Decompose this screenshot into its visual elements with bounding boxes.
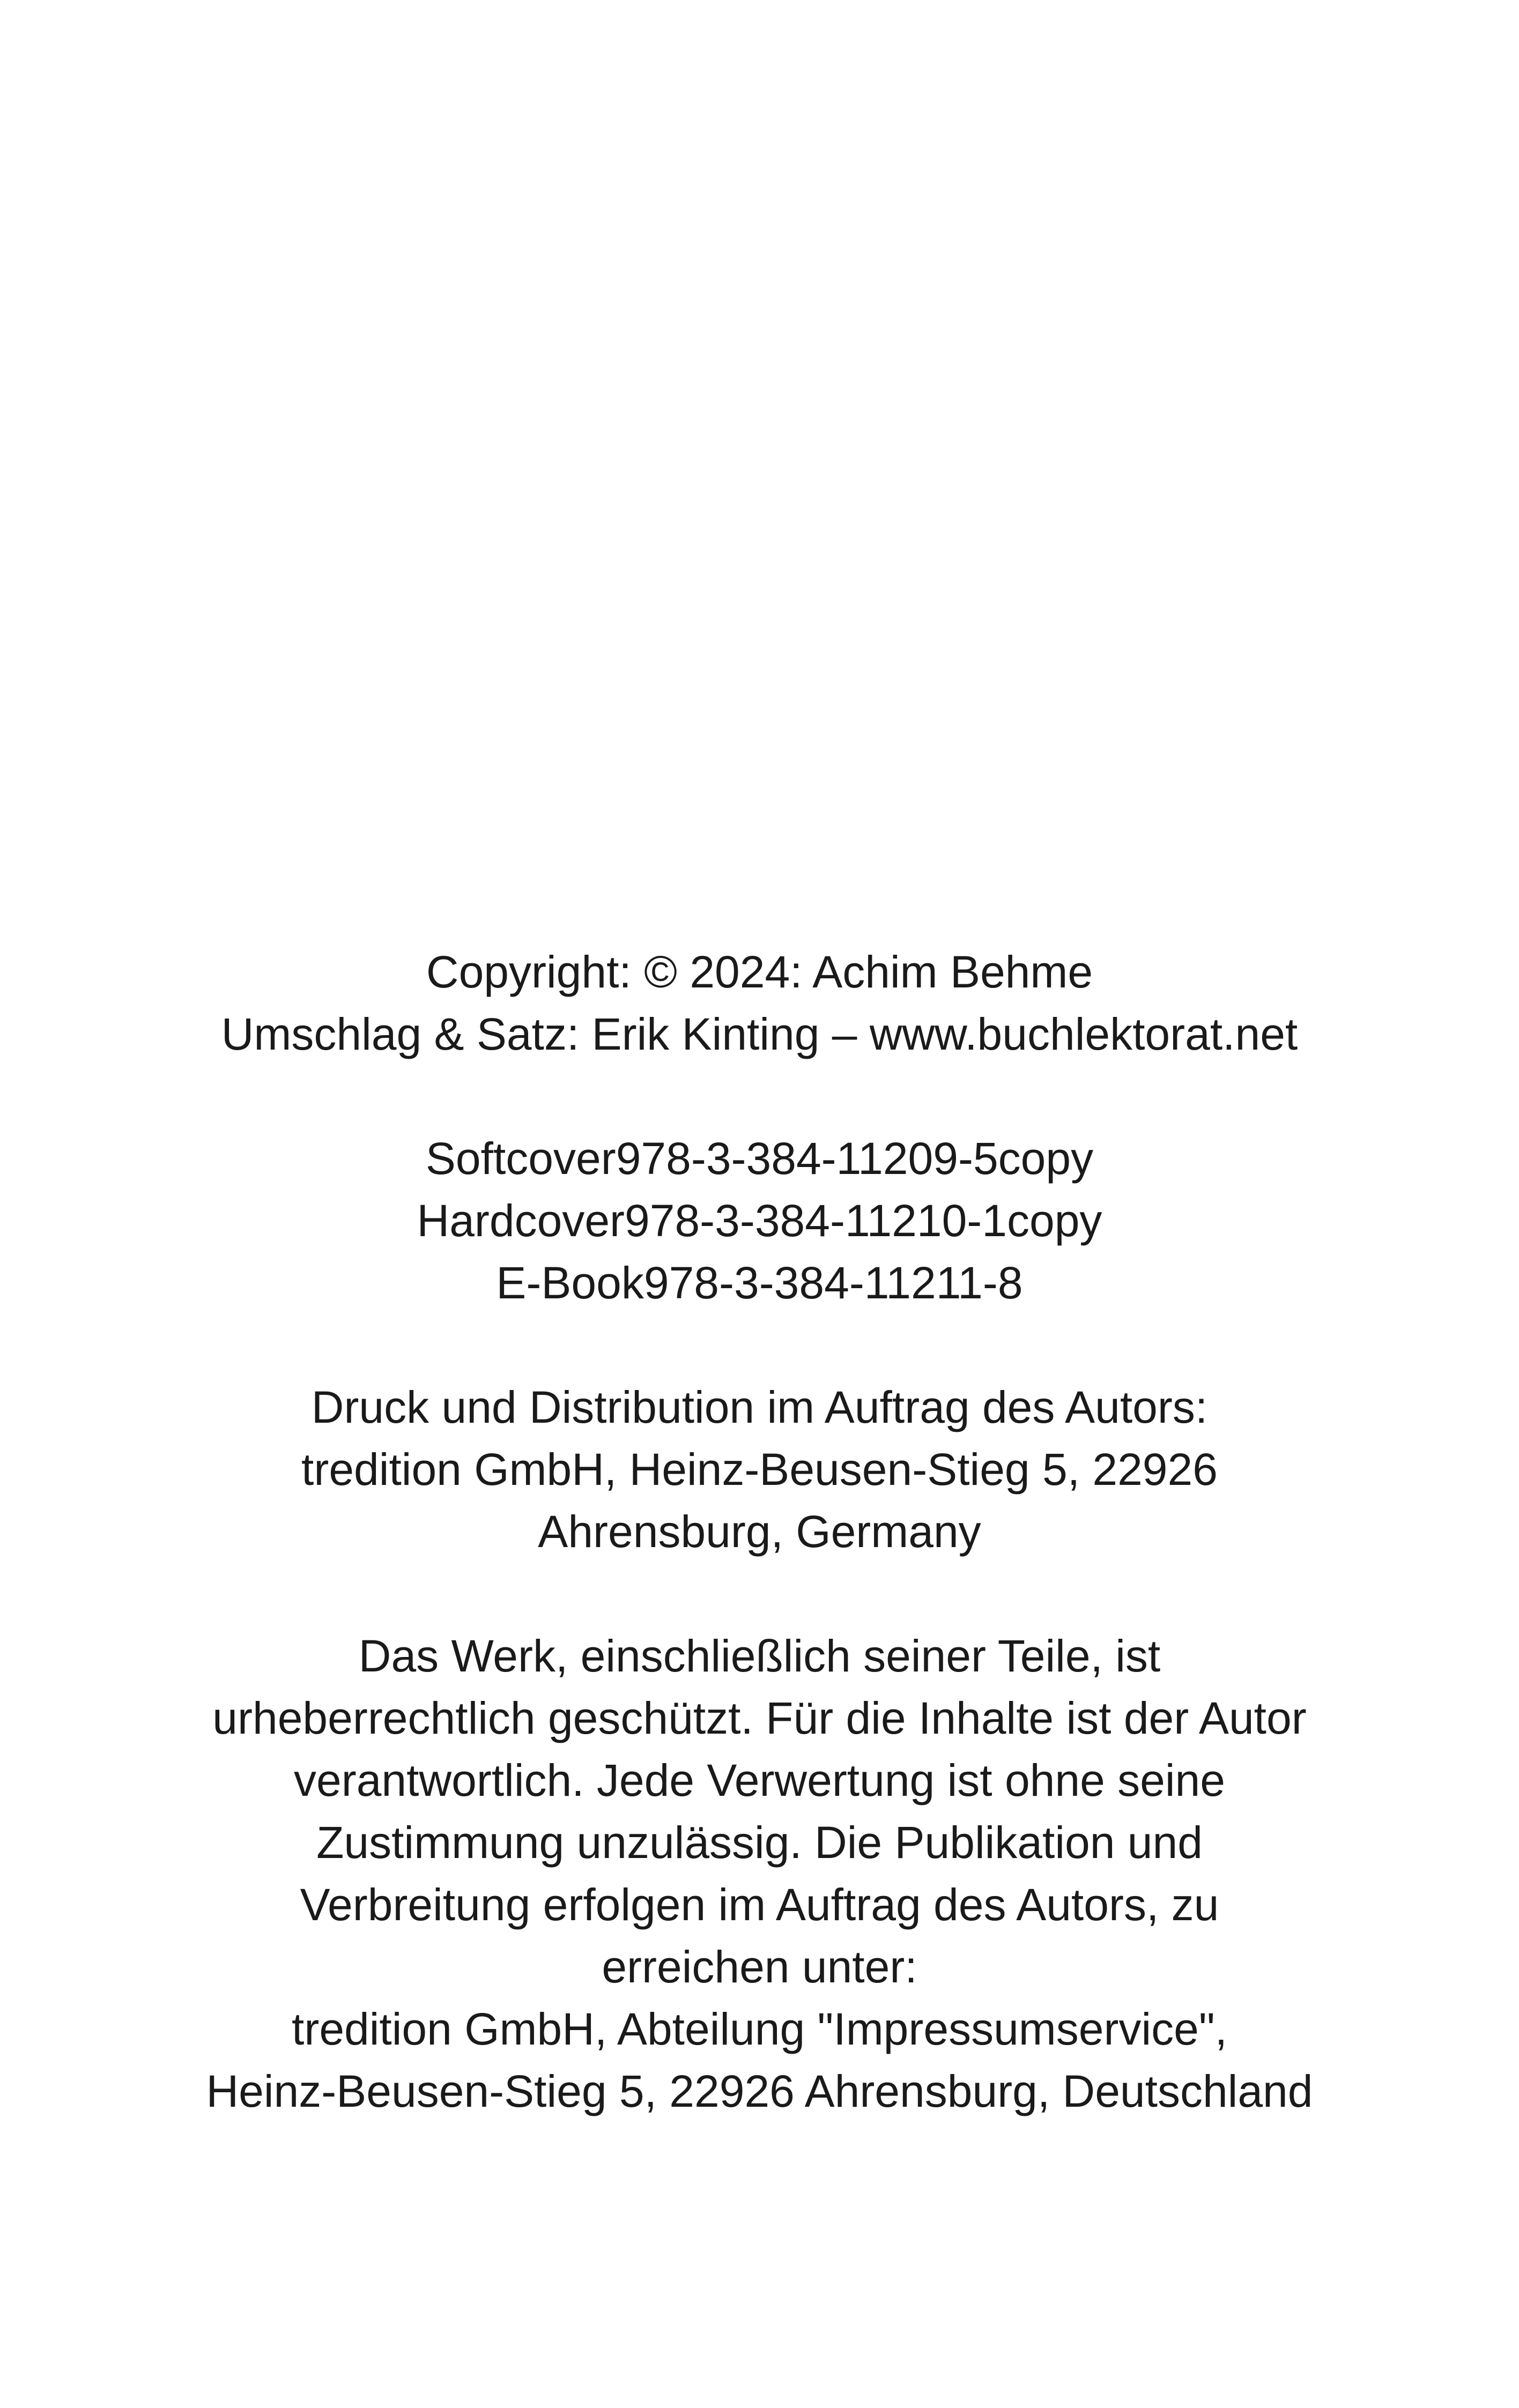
isbn-softcover: Softcover978-3-384-11209-5copy (425, 1133, 1094, 1184)
distribution-block (0, 1376, 1519, 1563)
distribution-line-2: tredition GmbH, Heinz-Beusen-Stieg 5, 22926 (301, 1444, 1218, 1495)
legal-line-4: Zustimmung unzulässig. Die Publikation und (316, 1817, 1203, 1868)
isbn-ebook: E-Book978-3-384-11211-8 (496, 1258, 1023, 1308)
isbn-block (0, 1127, 1519, 1314)
distribution-line-3: Ahrensburg, Germany (538, 1506, 981, 1557)
legal-line-6: erreichen unter: (602, 1942, 917, 1992)
legal-line-8: Heinz-Beusen-Stieg 5, 22926 Ahrensburg, Deutschland (206, 2066, 1313, 2116)
legal-line-5: Verbreitung erfolgen im Auftrag des Autors, zu (300, 1879, 1219, 1930)
distribution-line-1: Druck und Distribution im Auftrag des Autors: (311, 1382, 1208, 1432)
legal-line-3: verantwortlich. Jede Verwertung ist ohne seine (294, 1755, 1225, 1805)
legal-line-2: urheberrechtlich geschützt. Für die Inhalte ist der Autor (212, 1693, 1307, 1743)
imprint-text (0, 941, 1519, 2122)
cover-credit-line: Umschlag & Satz: Erik Kinting – www.buchlektorat.net (221, 1009, 1298, 1059)
copyright-line: Copyright: © 2024: Achim Behme (426, 947, 1093, 997)
isbn-hardcover: Hardcover978-3-384-11210-1copy (417, 1195, 1102, 1246)
legal-line-7: tredition GmbH, Abteilung "Impressumservice", (292, 2004, 1227, 2054)
legal-notice-block (0, 1625, 1519, 2122)
legal-line-1: Das Werk, einschließlich seiner Teile, ist (358, 1631, 1161, 1681)
copyright-block (0, 941, 1519, 1065)
